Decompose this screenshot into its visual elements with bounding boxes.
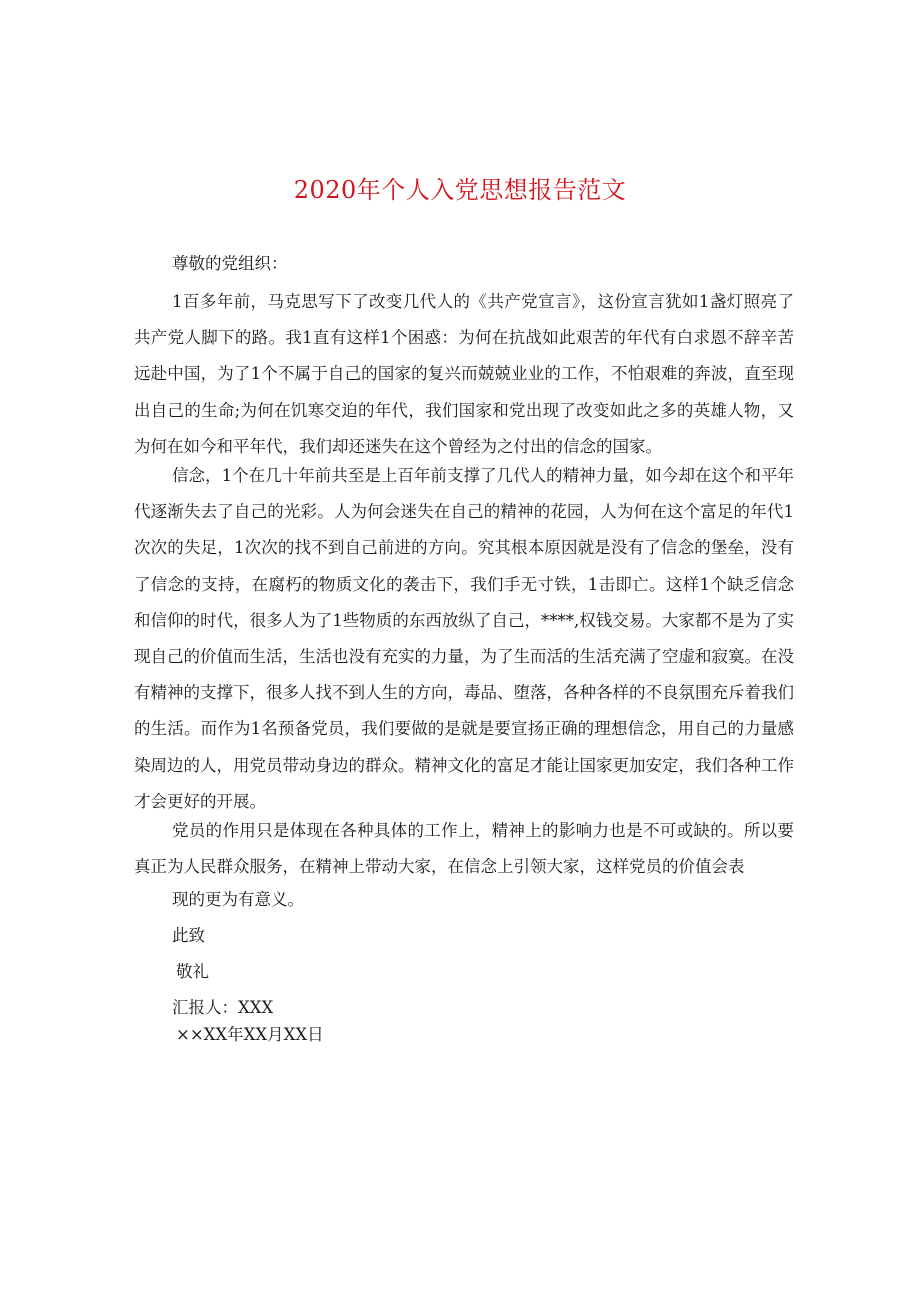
closing-cizhi: 此致 [172,926,205,945]
report-date: ××XX年XX月XX日 [176,1025,324,1044]
paragraph-2: 信念，1个在几十年前共至是上百年前支撑了几代人的精神力量，如今却在这个和平年代逐渐失去了自己的光彩。人为何会迷失在自己的精神的花园，人为何在这个富足的年代1次次的失足，1次次的找不到自己前进的方向。究其根本原因就是没有了信念的堡垒，没有了信念的支持，在腐朽的物质文化的袭击下，我们手无寸铁，1击即亡。这样1个缺乏信念和信仰的时代，很多人为了1些物质的东西放纵了自己，****,权钱交易。大家都不是为了实现自己的价值而生活，生活也没有充实的力量，为了生而活的生活充满了空虚和寂寞。在没有精神的支撑下，很多人找不到人生的方向，毒品、堕落，各种各样的不良氛围充斥着我们的生活。而作为1名预备党员，我们要做的是就是要宣扬正确的理想信念，用自己的力量感染周边的人，用党员带动身边的群众。精神文化的富足才能让国家更加安定，我们各种工作才会更好的开展。 [134,466,794,811]
reporter-signature: 汇报人：XXX [172,998,274,1017]
paragraph-3-continuation: 现的更为有意义。 [172,890,304,909]
salutation: 尊敬的党组织： [172,254,288,273]
document-title: 2020年个人入党思想报告范文 [293,176,627,204]
paragraph-1: 1百多年前，马克思写下了改变几代人的《共产党宣言》，这份宣言犹如1盏灯照亮了共产党人脚下的路。我1直有这样1个困惑：为何在抗战如此艰苦的年代有白求恩不辞辛苦远赴中国，为了1个不属于自己的国家的复兴而兢兢业业的工作，不怕艰难的奔波，直至现出自己的生命;为何在饥寒交迫的年代，我们国家和党出现了改变如此之多的英雄人物，又为何在如今和平年代，我们却还迷失在这个曾经为之付出的信念的国家。 [134,292,794,456]
paragraph-3: 党员的作用只是体现在各种具体的工作上，精神上的影响力也是不可或缺的。所以要真正为人民群众服务，在精神上带动大家，在信念上引领大家，这样党员的价值会表 [134,821,794,877]
closing-jingli: 敬礼 [176,962,209,981]
